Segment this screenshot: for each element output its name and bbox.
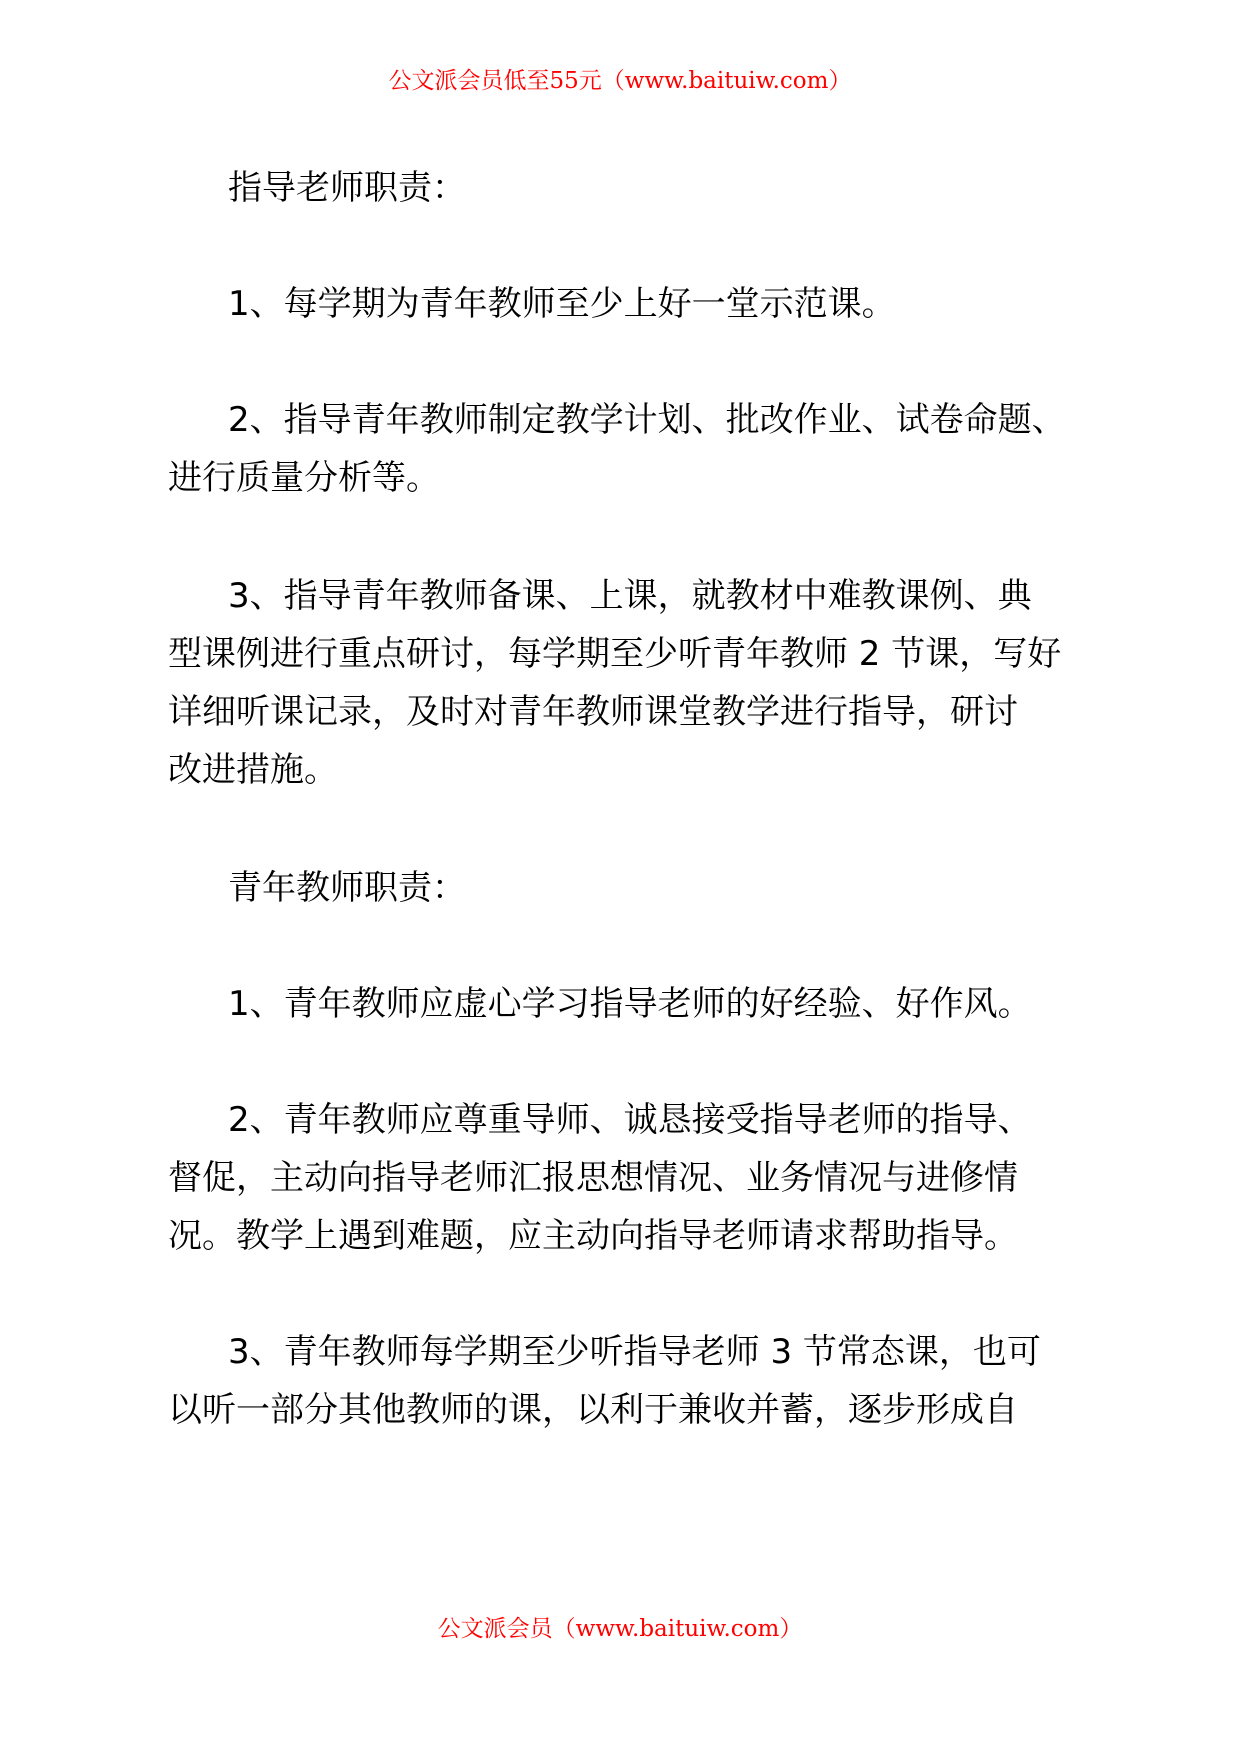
- paragraph-mentor-item-3-line-3: 详细听课记录，及时对青年教师课堂教学进行指导，研讨: [168, 692, 1018, 732]
- paragraph-mentor-item-3-line-4: 改进措施。: [168, 750, 338, 790]
- section-heading-text: 指导老师职责：: [228, 168, 466, 208]
- paragraph-mentor-item-2-line-1: 2、指导青年教师制定教学计划、批改作业、试卷命题、: [228, 400, 1066, 440]
- paragraph-mentor-item-3-line-1: 3、指导青年教师备课、上课，就教材中难教课例、典: [228, 576, 1032, 616]
- section-heading-young-teacher-duties: 青年教师职责：: [228, 868, 466, 908]
- paragraph-young-item-3-line-1: 3、青年教师每学期至少听指导老师 3 节常态课，也可: [228, 1332, 1041, 1372]
- paragraph-young-item-3-line-2: 以听一部分其他教师的课，以利于兼收并蓄，逐步形成自: [168, 1390, 1018, 1430]
- paragraph-mentor-item-3-line-2: 型课例进行重点研讨，每学期至少听青年教师 2 节课，写好: [168, 634, 1062, 674]
- paragraph-mentor-item-1: 1、每学期为青年教师至少上好一堂示范课。: [228, 284, 896, 324]
- paragraph-young-item-2-line-2: 督促，主动向指导老师汇报思想情况、业务情况与进修情: [168, 1158, 1018, 1198]
- paragraph-mentor-item-2-line-2: 进行质量分析等。: [168, 458, 440, 498]
- header-watermark-link[interactable]: 公文派会员低至55元（www.baituiw.com）: [388, 68, 852, 94]
- paragraph-young-item-1: 1、青年教师应虚心学习指导老师的好经验、好作风。: [228, 984, 1032, 1024]
- footer-watermark-link[interactable]: 公文派会员（www.baituiw.com）: [437, 1616, 803, 1642]
- paragraph-young-item-2-line-3: 况。教学上遇到难题，应主动向指导老师请求帮助指导。: [168, 1216, 1018, 1256]
- paragraph-young-item-2-line-1: 2、青年教师应尊重导师、诚恳接受指导老师的指导、: [228, 1100, 1032, 1140]
